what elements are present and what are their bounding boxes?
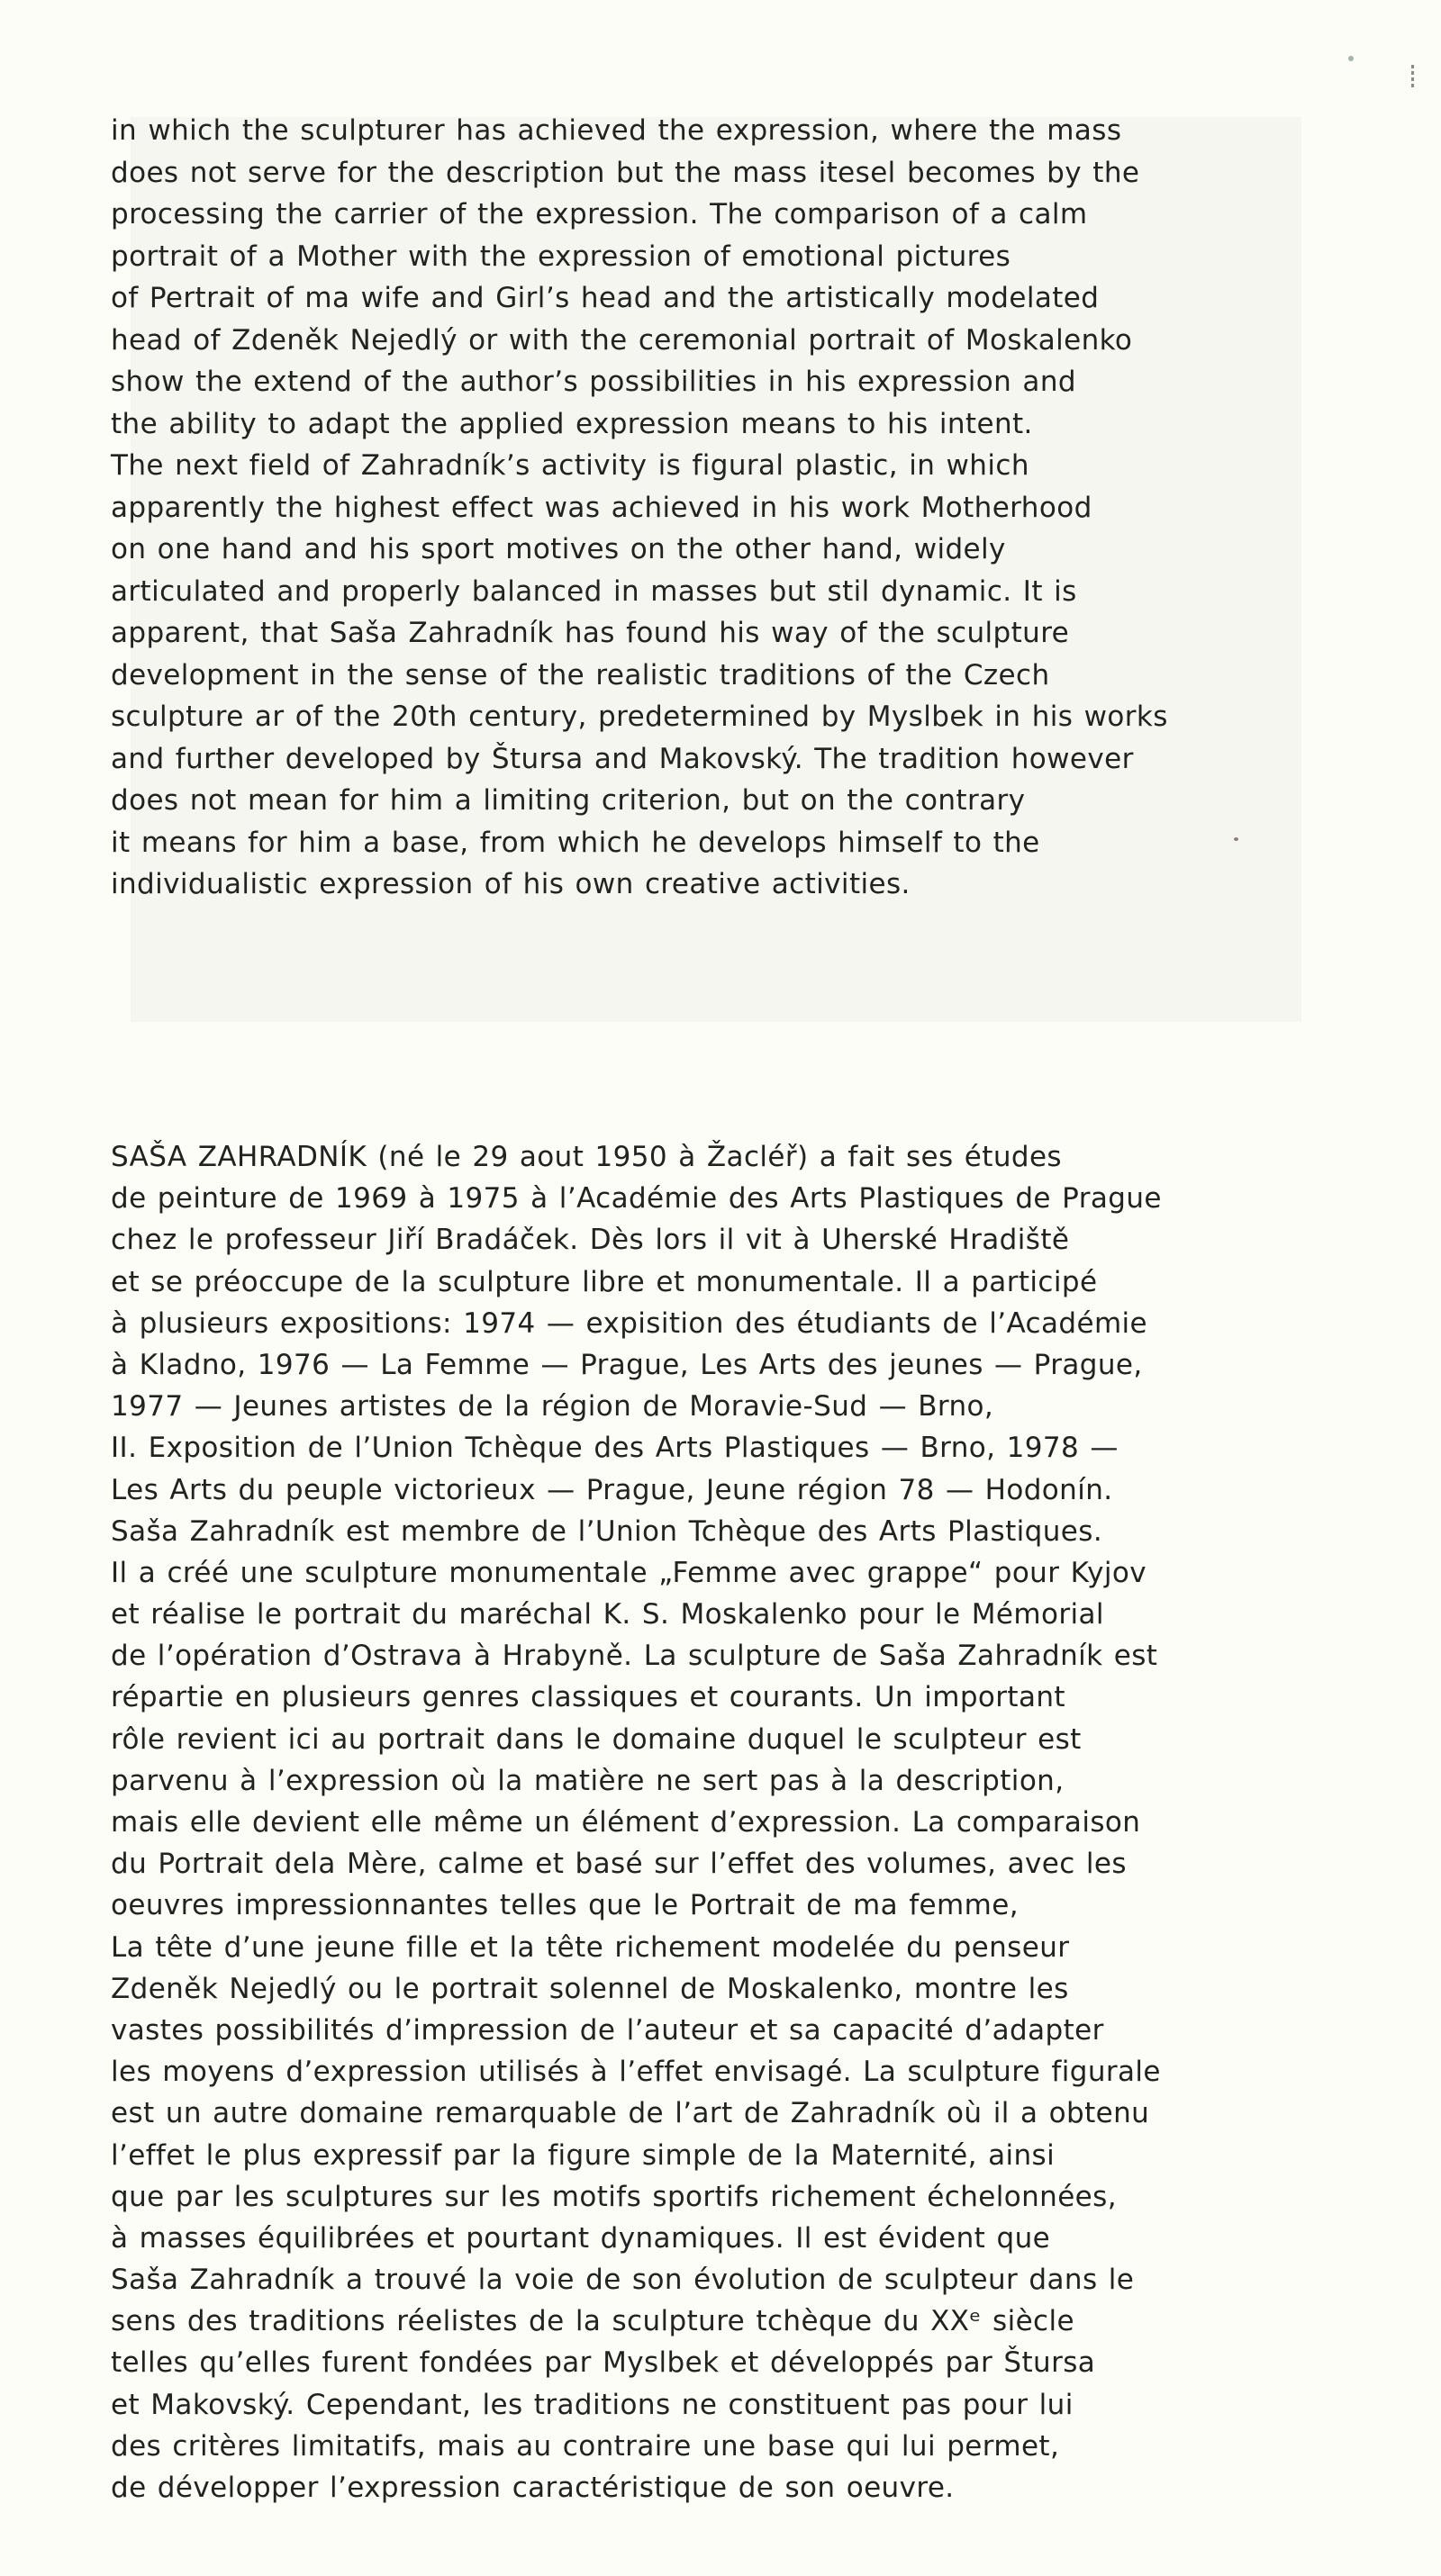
english-text-line: development in the sense of the realistic traditions of the Czech	[111, 658, 1050, 691]
edge-mark	[1411, 84, 1414, 87]
edge-mark	[1411, 77, 1414, 81]
french-text-block	[111, 1136, 1408, 2508]
english-text-line: portrait of a Mother with the expression of emotional pictures	[111, 240, 1011, 273]
french-text-line: Il a créé une sculpture monumentale „Femme avec grappe“ pour Kyjov	[111, 1556, 1146, 1589]
english-text-line: The next field of Zahradník’s activity is figural plastic, in which	[111, 449, 1029, 482]
english-text-line: and further developed by Štursa and Makovský. The tradition however	[111, 742, 1134, 775]
french-text-line: vastes possibilités d’impression de l’auteur et sa capacité d’adapter	[111, 2013, 1104, 2047]
french-text-line: et réalise le portrait du maréchal K. S. Moskalenko pour le Mémorial	[111, 1598, 1104, 1631]
english-text-line: in which the sculpturer has achieved the expression, where the mass	[111, 114, 1122, 147]
french-text-line: Les Arts du peuple victorieux — Prague, Jeune région 78 — Hodonín.	[111, 1473, 1113, 1506]
french-text-line: Saša Zahradník est membre de l’Union Tchèque des Arts Plastiques.	[111, 1514, 1103, 1548]
french-text-line: à Kladno, 1976 — La Femme — Prague, Les Arts des jeunes — Prague,	[111, 1348, 1143, 1381]
french-text-line: de l’opération d’Ostrava à Hrabyně. La sculpture de Saša Zahradník est	[111, 1640, 1158, 1673]
french-text-line: telles qu’elles furent fondées par Myslbek et développés par Štursa	[111, 2346, 1096, 2380]
french-text-line: est un autre domaine remarquable de l’art de Zahradník où il a obtenu	[111, 2097, 1150, 2130]
french-text-line: chez le professeur Jiří Bradáček. Dès lors il vit à Uherské Hradiště	[111, 1224, 1070, 1257]
french-text-line: parvenu à l’expression où la matière ne sert pas à la description,	[111, 1764, 1065, 1797]
edge-mark	[1411, 65, 1414, 68]
english-text-line: sculpture ar of the 20th century, predetermined by Myslbek in his works	[111, 700, 1168, 733]
english-text-line: head of Zdeněk Nejedlý or with the ceremonial portrait of Moskalenko	[111, 323, 1133, 357]
english-text-line: show the extend of the author’s possibilities in his expression and	[111, 366, 1076, 398]
french-text-line: de peinture de 1969 à 1975 à l’Académie des Arts Plastiques de Prague	[111, 1182, 1162, 1216]
english-text-line: apparent, that Saša Zahradník has found his way of the sculpture	[111, 617, 1070, 649]
english-text-line: does not mean for him a limiting criterion, but on the contrary	[111, 784, 1026, 817]
french-text-line: rôle revient ici au portrait dans le domaine duquel le sculpteur est	[111, 1722, 1082, 1756]
french-text-line: 1977 — Jeunes artistes de la région de Moravie-Sud — Brno,	[111, 1390, 994, 1424]
french-text-line: des critères limitatifs, mais au contraire une base qui lui permet,	[111, 2429, 1060, 2463]
french-text-line: Zdeněk Nejedlý ou le portrait solennel de Moskalenko, montre les	[111, 1972, 1069, 2005]
french-text-line: les moyens d’expression utilisés à l’effet envisagé. La sculpture figurale	[111, 2056, 1161, 2089]
french-text-line: que par les sculptures sur les motifs sportifs richement échelonnées,	[111, 2180, 1117, 2213]
french-text-line: La tête d’une jeune fille et la tête richement modelée du penseur	[111, 1930, 1070, 1964]
french-text-line: l’effet le plus expressif par la figure simple de la Maternité, ainsi	[111, 2138, 1056, 2172]
english-text-line: apparently the highest effect was achieved in his work Motherhood	[111, 491, 1092, 524]
english-text-line: articulated and properly balanced in masses but stil dynamic. It is	[111, 574, 1077, 608]
scan-dot-artifact	[1234, 837, 1238, 841]
french-text-line: et se préoccupe de la sculpture libre et monumentale. Il a participé	[111, 1265, 1098, 1298]
french-text-line: à masses équilibrées et pourtant dynamiques. Il est évident que	[111, 2221, 1051, 2255]
edge-mark	[1411, 71, 1414, 75]
french-text-line: oeuvres impressionnantes telles que le Portrait de ma femme,	[111, 1889, 1019, 1922]
english-text-block	[111, 110, 1354, 906]
english-text-line: processing the carrier of the expression. The comparison of a calm	[111, 198, 1088, 230]
english-text-line: the ability to adapt the applied expression means to his intent.	[111, 407, 1033, 440]
english-text-line: individualistic expression of his own creative activities.	[111, 868, 911, 900]
french-text-line: et Makovský. Cependant, les traditions ne constituent pas pour lui	[111, 2388, 1074, 2421]
french-text-line: mais elle devient elle même un élément d’expression. La comparaison	[111, 1806, 1141, 1839]
scan-speck-artifact	[1348, 56, 1354, 61]
french-text-line: Saša Zahradník a trouvé la voie de son évolution de sculpteur dans le	[111, 2264, 1135, 2297]
scan-edge-marks	[1411, 65, 1414, 87]
english-text-line: it means for him a base, from which he develops himself to the	[111, 826, 1040, 859]
french-text-line: II. Exposition de l’Union Tchèque des Arts Plastiques — Brno, 1978 —	[111, 1432, 1119, 1465]
french-text-line: répartie en plusieurs genres classiques et courants. Un important	[111, 1681, 1065, 1714]
english-text-line: on one hand and his sport motives on the other hand, widely	[111, 533, 1006, 565]
french-text-line: de développer l’expression caractéristique de son oeuvre.	[111, 2472, 955, 2504]
french-text-line: SAŠA ZAHRADNÍK (né le 29 aout 1950 à Žacléř) a fait ses études	[111, 1141, 1062, 1173]
french-text-line: sens des traditions réelistes de la sculpture tchèque du XXᵉ siècle	[111, 2305, 1074, 2338]
french-text-line: à plusieurs expositions: 1974 — expisition des étudiants de l’Académie	[111, 1306, 1148, 1340]
english-text-line: does not serve for the description but the mass itesel becomes by the	[111, 156, 1140, 189]
french-text-line: du Portrait dela Mère, calme et basé sur l’effet des volumes, avec les	[111, 1848, 1127, 1881]
english-text-line: of Pertrait of ma wife and Girl’s head and the artistically modelated	[111, 282, 1100, 314]
